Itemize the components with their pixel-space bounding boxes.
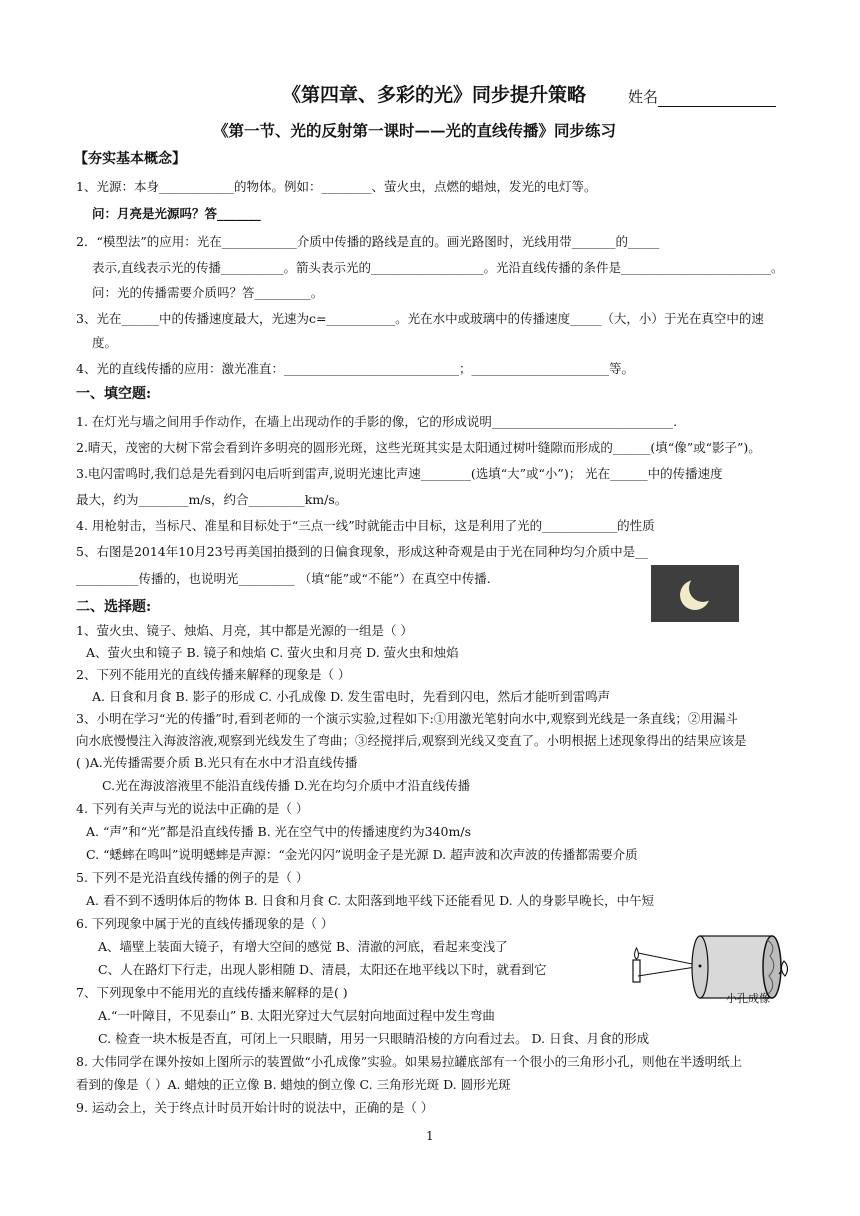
choice-line: C.光在海波溶液里不能沿直线传播 D.光在均匀介质中才沿直线传播	[102, 778, 471, 793]
basic-line: 表示,直线表示光的传播__________。箭头表示光的__________________。光沿直线传播的条件是________________________。	[92, 260, 784, 275]
basic-line: 4、光的直线传播的应用：激光准直：____________________________；______________________等。	[76, 361, 634, 376]
choice-line: A. “声”和“光”都是沿直线传播 B. 光在空气中的传播速度约为340m/s	[86, 824, 471, 839]
name-blank-line	[658, 90, 776, 107]
pinhole-camera-figure	[630, 926, 790, 1022]
choice-line: C. “蟋蟀在鸣叫”说明蟋蟀是声源：“金光闪闪”说明金子是光源 D. 超声波和次声波的传播都需要介质	[86, 847, 638, 862]
choice-line: 向水底慢慢注入海波溶液,观察到光线发生了弯曲；③经搅拌后,观察到光线又变直了。小明根据上述现象得出的结果应该是	[76, 733, 747, 748]
fill-heading: 一、填空题:	[76, 386, 152, 402]
basic-line: 1、光源：本身____________的物体。例如：________、萤火虫，点燃的蜡烛，发光的电灯等。	[76, 179, 597, 194]
choice-line: A. 日食和月食 B. 影子的形成 C. 小孔成像 D. 发生雷电时，先看到闪电，然后才能听到雷鸣声	[92, 689, 611, 704]
basic-line: 问：月亮是光源吗？答_______	[92, 206, 261, 221]
basic-line: 问：光的传播需要介质吗？答_________。	[92, 285, 324, 300]
choice-line: 7、下列现象中不能用光的直线传播来解释的是( )	[76, 985, 348, 1000]
can-icon	[692, 936, 781, 998]
choice-line: 1、萤火虫、镜子、烛焰、月亮，其中都是光源的一组是（ ）	[76, 623, 413, 638]
choice-line: 5. 下列不是光沿直线传播的例子的是（ ）	[76, 870, 309, 885]
page-number: 1	[426, 1129, 434, 1143]
pinhole-caption: 小孔成像	[726, 992, 770, 1005]
basic-line: 3、光在______中的传播速度最大，光速为c=___________。光在水中或玻璃中的传播速度_____（大，小）于光在真空中的速	[76, 311, 764, 326]
choice-line: ( )A.光传播需要介质 B.光只有在水中才沿直线传播	[76, 755, 358, 770]
fill-line: 5、右图是2014年10月23号再美国拍摄到的日偏食现象，形成这种奇观是由于光在同种均匀介质中是__	[76, 544, 648, 559]
fill-line: __________传播的，也说明光_________ （填“能”或“不能”）在真空中传播.	[76, 571, 491, 586]
choice-line: C. 检查一块木板是否直，可闭上一只眼睛，用另一只眼睛沿棱的方向看过去。 D. 日食、月食的形成	[98, 1031, 650, 1046]
document-title: 《第四章、多彩的光》同步提升策略	[282, 84, 587, 106]
choice-line: 看到的像是（ ）A. 蜡烛的正立像 B. 蜡烛的倒立像 C. 三角形光斑 D. 圆形光斑	[76, 1077, 511, 1092]
fill-line: 2.晴天，茂密的大树下常会看到许多明亮的圆形光斑，这些光斑其实是太阳通过树叶缝隙而形成的______(填“像”或“影子”)。	[76, 440, 761, 455]
fill-line: 最大，约为________m/s，约合_________km/s。	[76, 492, 348, 507]
choice-heading: 二、选择题:	[76, 599, 152, 615]
fill-line: 3.电闪雷鸣时,我们总是先看到闪电后听到雷声,说明光速比声速________(选填“大”或“小”)； 光在______中的传播速度	[76, 466, 723, 481]
fill-line: 4. 用枪射击，当标尺、准星和目标处于“三点一线”时就能击中目标，这是利用了光的____________的性质	[76, 518, 655, 533]
basic-line: 2．“模型法”的应用：光在____________介质中传播的路线是直的。画光路图时，光线用带_______的_____	[76, 234, 660, 249]
choice-line: A、萤火虫和镜子 B. 镜子和烛焰 C. 萤火虫和月亮 D. 萤火虫和烛焰	[86, 645, 459, 660]
partial-eclipse-photo	[651, 565, 739, 622]
choice-line: 4. 下列有关声与光的说法中正确的是（ ）	[76, 801, 309, 816]
name-label: 姓名	[628, 88, 659, 106]
choice-line: A、墙壁上装面大镜子，有增大空间的感觉 B、清澈的河底，看起来变浅了	[98, 939, 508, 954]
basic-line: 度。	[92, 335, 118, 350]
basic-concepts-heading: 【夯实基本概念】	[74, 151, 186, 167]
choice-line: 9. 运动会上，关于终点计时员开始计时的说法中，正确的是（ ）	[76, 1100, 434, 1115]
choice-line: 6. 下列现象中属于光的直线传播现象的是（ ）	[76, 916, 334, 931]
choice-line: A.“一叶障目，不见泰山” B. 太阳光穿过大气层射向地面过程中发生弯曲	[98, 1008, 495, 1023]
choice-line: A. 看不到不透明体后的物体 B. 日食和月食 C. 太阳落到地平线下还能看见 D. 人的身影早晚长，中午短	[86, 893, 655, 908]
choice-line: 3、小明在学习“光的传播”时,看到老师的一个演示实验,过程如下:①用激光笔射向水中,观察到光线是一条直线；②用漏斗	[76, 711, 738, 726]
fill-line: 1. 在灯光与墙之间用手作动作，在墙上出现动作的手影的像，它的形成说明_____________________________.	[76, 414, 678, 429]
document-subtitle: 《第一节、光的反射第一课时——光的直线传播》同步练习	[213, 121, 617, 140]
choice-line: 8. 大伟同学在课外按如上图所示的装置做“小孔成像”实验。如果易拉罐底部有一个很小的三角形小孔，则他在半透明纸上	[76, 1054, 743, 1069]
choice-line: C、人在路灯下行走，出现人影相随 D、清晨，太阳还在地平线以下时，就看到它	[98, 962, 547, 977]
choice-line: 2、下列不能用光的直线传播来解释的现象是（ ）	[76, 667, 351, 682]
crescent-icon	[651, 565, 739, 622]
name-field[interactable]	[628, 86, 776, 107]
